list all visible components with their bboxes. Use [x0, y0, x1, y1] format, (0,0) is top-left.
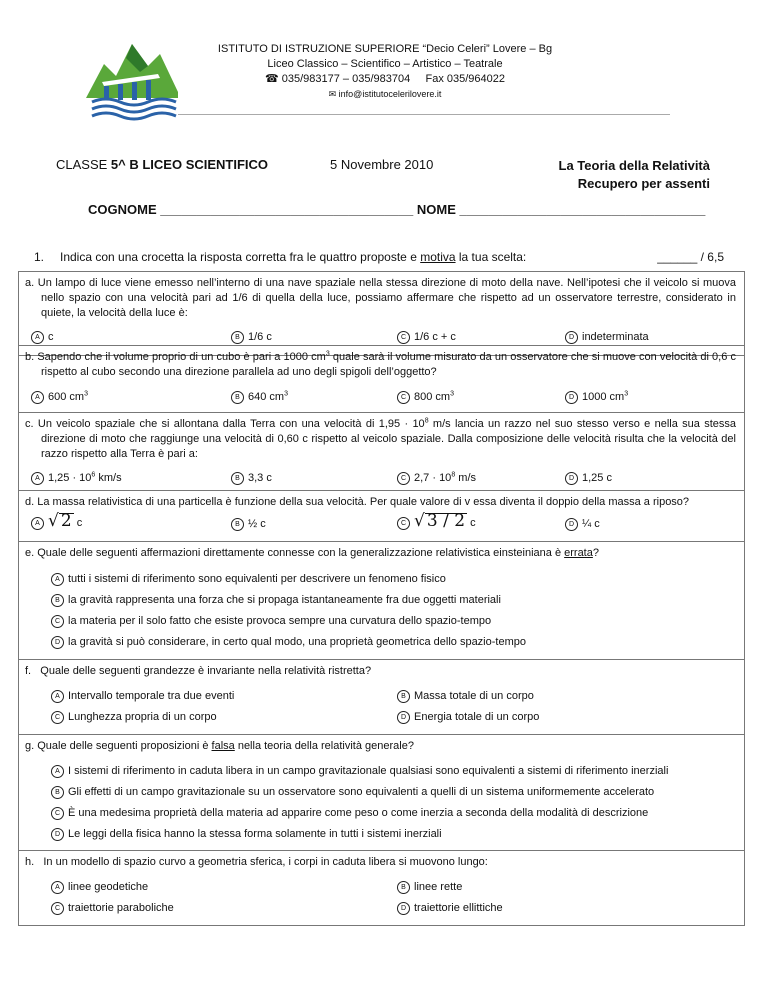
option-c[interactable]: C traiettorie paraboliche — [51, 901, 174, 916]
option-d[interactable]: D traiettorie ellittiche — [397, 901, 503, 916]
item-c — [18, 412, 745, 491]
option-d[interactable]: D indeterminata — [565, 330, 649, 345]
option-a[interactable]: A 600 $cm^3$ — [31, 390, 88, 405]
item-b — [18, 345, 745, 413]
option-a[interactable]: A linee geodetiche — [51, 880, 148, 895]
school-logo — [86, 36, 182, 122]
item-b-question: b. Sapendo che il volume proprio di un cubo è pari a 1000 $cm^3$ quale sarà il volume misurato da un osservatore che si muove con velocità di 0,6 c rispetto al cubo secondo una direzione parallela ad uno degli spigoli dell’oggetto? — [25, 350, 736, 378]
item-f — [18, 659, 745, 735]
sqrt-symbol: √ 2 — [48, 511, 72, 531]
school-name: ISTITUTO DI ISTRUZIONE SUPERIORE “Decio Celeri” Lovere – Bg — [217, 43, 553, 55]
option-b[interactable]: B linee rette — [397, 880, 462, 895]
option-d[interactable]: D 1000 $cm^3$ — [565, 390, 628, 405]
header-divider — [178, 114, 670, 115]
option-b[interactable]: B 3,3 c — [231, 471, 272, 486]
option-c[interactable]: C √ 3 / 2 c — [397, 513, 476, 531]
class-label: CLASSE 5^ B LICEO SCIENTIFICO — [56, 157, 269, 172]
option-b[interactable]: B ½ c — [231, 517, 266, 532]
option-b[interactable]: B 1/6 c — [231, 330, 272, 345]
option-b[interactable]: B Massa totale di un corpo — [397, 689, 534, 704]
item-c-question: c. Un veicolo spaziale che si allontana dalla Terra con una velocità di $1,95 \cdot 10^8$ m/s lancia un razzo nel suo stesso verso e nella sua stessa direzione di moto che raggiunge una velocità di 0,60 c rispetto al veicolo spaziale. Dalla composizione delle velocità risulta che la velocità del razzo rispetto alla Terra è pari a: — [25, 417, 736, 460]
option-d[interactable]: D ¼ c — [565, 517, 600, 532]
item-d-question: d. La massa relativistica di una particella è funzione della sua velocità. Per quale valore di v essa diventa il doppio della massa a riposo? — [25, 496, 690, 508]
option-d[interactable]: D Energia totale di un corpo — [397, 710, 539, 725]
option-c[interactable]: C 800 $cm^3$ — [397, 390, 454, 405]
exam-date: 5 Novembre 2010 — [330, 157, 434, 172]
item-g — [18, 734, 745, 851]
score-field[interactable]: ______ / 6,5 — [657, 250, 724, 264]
item-e — [18, 541, 745, 660]
exam-page: ISTITUTO DI ISTRUZIONE SUPERIORE “Decio Celeri” Lovere – Bg Liceo Classico – Scientifico – Artistico – Teatrale ☎ 035/983177 – 035/983704 Fax 035/964022 ✉ info@istitutocelerilovere.it CLASSE 5^ B LICEO SCIENTIFICO 5 Novembre 2010 La Teoria della Relatività Recupero per assenti COGNOME ___________________________________ NOME __________________________________ 1. Indica con una crocetta la risposta corretta fra le quattro proposte e motiva la tua scelta: ______ / 6,5 a. Un lampo di luce viene emesso nell’interno di una nave spaziale nella stessa direzione di moto della nave. Nell’ipotesi che il veicolo si muova nello spazio con una velocità pari ad 1/6 di quella della luce, possiamo affermare che rispetto ad un osservatore terrestre, considerato in quiete, la velocità della luce è: A c B 1/6 c C 1/6 c + c D indeterminata b. Sapendo che il volume proprio di un cubo è pari a 1000 $cm^3$ quale sarà il volume misurato da un osservatore che si muove con velocità di 0,6 c rispetto al cubo secondo una direzione parallela ad uno degli spigoli dell’oggetto? A 600 $cm^3$ B 640 $cm^3$ C 800 $cm^3$ D 1000 $cm^3$ c. Un veicolo spaziale che si allontana dalla Terra con una velocità di $1,95 \cdot 10^8$ m/s lancia un razzo nel suo stesso verso e nella sua stessa direzione di moto che raggiunge una velocità di 0,60 c rispetto al veicolo spaziale. Dalla composizione delle velocità risulta che la velocità del razzo rispetto alla Terra è pari a: A $1,25 \cdot 10^6$ km/s B 3,3 c C $2,7 \cdot 10^8$ m/s D 1,25 c d. La massa relativistica di una particella è funzione della sua velocità. Per quale valore di v essa diventa il doppio della massa a riposo? A √ 2 c B ½ c C √ 3 / 2 c D ¼ c e. Quale delle seguenti affermazioni direttamente connesse con la generalizzazione relativistica einsteiniana è errata? A tutti i sistemi di riferimento sono equivalenti per descrivere un fenomeno fisico B la gravità rappresenta una forza che si propaga istantaneamente fra due oggetti materiali C la materia per il solo fatto che esiste provoca sempre una curvatura dello spazio-tempo D la gravità si può considerare, in certo qual modo, una proprietà geometrica dello spazio-tempo f. Quale delle seguenti grandezze è invariante nella relatività ristretta? A Intervallo temporale tra due eventi B Massa totale di un corpo C Lunghezza propria di un corpo D Energia totale di un corpo g. Quale delle seguenti proposizioni è falsa nella teoria della relatività generale? A I sistemi di riferimento in caduta libera in un campo gravitazionale qualsiasi sono equivalenti a sistemi di riferimento inerziali B Gli effetti di un campo gravitazionale su un osservatore sono equivalenti a quelli di un sistema uniformemente accelerato C È una medesima proprietà della materia ad apparire come peso o come inerzia a seconda della modalità di descrizione D Le leggi della fisica hanno la stessa forma solamente in tutti i sistemi inerziali h. In un modello di spazio curvo a geometria sferica, i corpi in caduta libera si muovono lungo: A linee geodetiche B linee rette C traiettorie paraboliche D traiettorie ellittiche — [0, 0, 768, 994]
item-d — [18, 490, 745, 542]
option-a[interactable]: A Intervallo temporale tra due eventi — [51, 689, 234, 704]
option-c[interactable]: C 1/6 c + c — [397, 330, 456, 345]
item-h — [18, 850, 745, 926]
item-h-question: h. In un modello di spazio curvo a geometria sferica, i corpi in caduta libera si muovono lungo: — [25, 856, 488, 868]
option-d[interactable]: D Le leggi della fisica hanno la stessa forma solamente in tutti i sistemi inerziali — [51, 827, 442, 842]
sqrt-symbol: √ 3 / 2 — [414, 511, 466, 531]
item-a — [18, 271, 745, 356]
option-c[interactable]: C $2,7 \cdot 10^8$ m/s — [397, 471, 476, 486]
option-c[interactable]: C Lunghezza propria di un corpo — [51, 710, 217, 725]
option-b[interactable]: B la gravità rappresenta una forza che si propaga istantaneamente fra due oggetti materiali — [51, 593, 501, 608]
option-d[interactable]: D 1,25 c — [565, 471, 612, 486]
option-a[interactable]: A c — [31, 330, 54, 345]
item-e-question: e. Quale delle seguenti affermazioni direttamente connesse con la generalizzazione relativistica einsteiniana è errata? — [25, 547, 599, 559]
option-c[interactable]: C la materia per il solo fatto che esiste provoca sempre una curvatura dello spazio-tempo — [51, 614, 491, 629]
school-branches: Liceo Classico – Scientifico – Artistico – Teatrale — [267, 58, 503, 70]
item-f-question: f. Quale delle seguenti grandezze è invariante nella relatività ristretta? — [25, 665, 372, 677]
option-c[interactable]: C È una medesima proprietà della materia ad apparire come peso o come inerzia a seconda della modalità di descrizione — [51, 806, 648, 821]
option-a[interactable]: A √ 2 c — [31, 513, 82, 531]
school-header — [180, 42, 590, 102]
item-g-question: g. Quale delle seguenti proposizioni è falsa nella teoria della relatività generale? — [25, 740, 414, 752]
item-a-question: a. Un lampo di luce viene emesso nell’interno di una nave spaziale nella stessa direzione di moto della nave. Nell’ipotesi che il veicolo si muova nello spazio con una velocità pari ad 1/6 di quella della luce, possiamo affermare che rispetto ad un osservatore terrestre, considerato in quiete, la velocità della luce è: — [25, 277, 736, 319]
option-a[interactable]: A $1,25 \cdot 10^6$ km/s — [31, 471, 122, 486]
student-name-fields[interactable]: COGNOME ___________________________________ NOME __________________________________ — [88, 202, 706, 217]
option-a[interactable]: A tutti i sistemi di riferimento sono equivalenti per descrivere un fenomeno fisico — [51, 572, 446, 587]
option-a[interactable]: A I sistemi di riferimento in caduta libera in un campo gravitazionale qualsiasi sono equivalenti a sistemi di riferimento inerziali — [51, 764, 668, 779]
school-email: ✉ info@istitutocelerilovere.it — [328, 89, 442, 99]
option-b[interactable]: B Gli effetti di un campo gravitazionale su un osservatore sono equivalenti a quelli di un sistema uniformemente accelerato — [51, 785, 654, 800]
school-phone: ☎ 035/983177 – 035/983704 Fax 035/964022 — [264, 73, 505, 85]
exam-subject: La Teoria della Relatività Recupero per assenti — [558, 158, 710, 191]
option-b[interactable]: B 640 $cm^3$ — [231, 390, 288, 405]
option-d[interactable]: D la gravità si può considerare, in certo qual modo, una proprietà geometrica dello spazio-tempo — [51, 635, 526, 650]
